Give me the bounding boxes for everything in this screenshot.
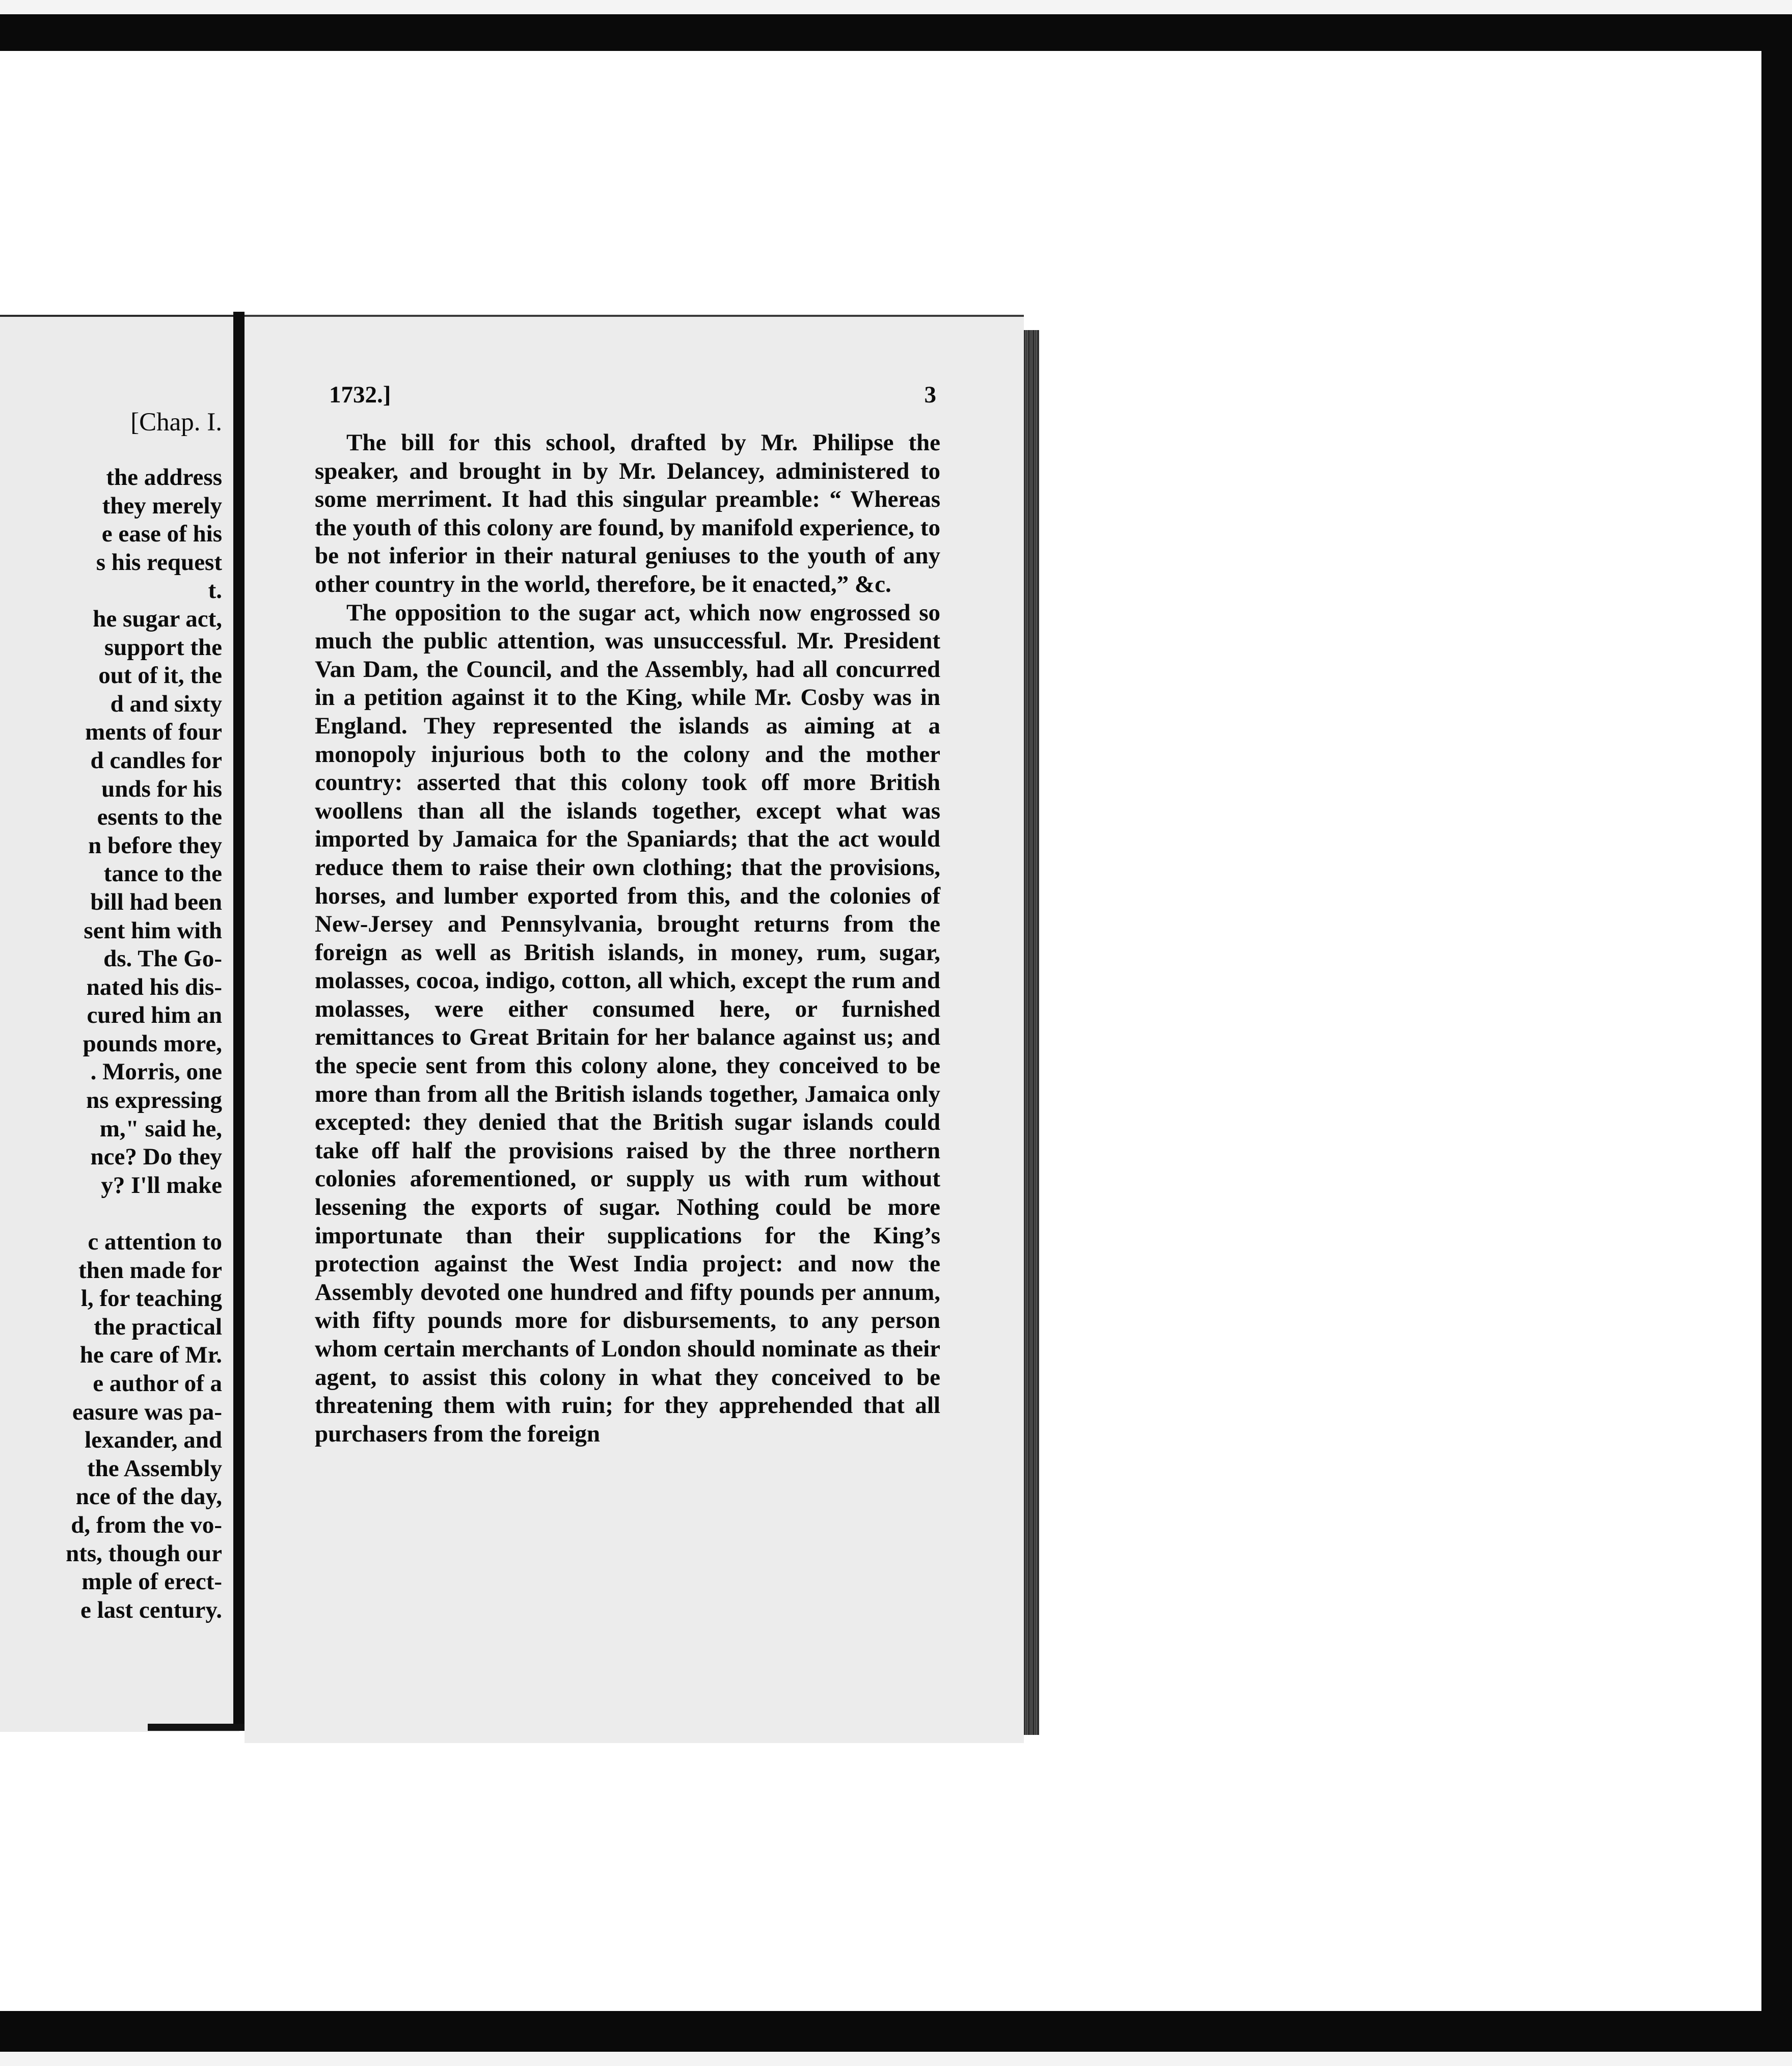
text-line: out of it, the: [98, 662, 222, 689]
text-line: e ease of his: [101, 521, 222, 548]
text-line: e last century.: [80, 1596, 222, 1623]
frame-bottom-bar: [0, 2011, 1792, 2052]
left-page: [0, 315, 239, 1732]
page-header: [329, 381, 936, 417]
text-line: he care of Mr.: [79, 1342, 222, 1369]
text-line: sent him with: [84, 917, 222, 944]
text-line: the Assembly: [87, 1455, 222, 1482]
text-line: lexander, and: [85, 1427, 222, 1454]
text-line: the practical: [94, 1313, 222, 1340]
text-line: c attention to: [88, 1229, 222, 1256]
text-line: . Morris, one: [90, 1058, 222, 1085]
right-page: [245, 315, 1024, 1743]
left-page-text: [66, 464, 222, 1624]
gutter-line: [233, 312, 245, 1728]
text-line: ds. The Go-: [103, 945, 222, 972]
text-line: nts, though our: [66, 1540, 222, 1567]
text-line: nated his dis-: [86, 973, 222, 1000]
text-line: n before they: [88, 832, 222, 859]
text-line: y? I'll make: [101, 1172, 222, 1199]
text-line: ns expressing: [86, 1087, 222, 1114]
text-line: pounds more,: [83, 1030, 222, 1057]
text-line: bill had been: [90, 888, 222, 915]
paragraph: The bill for this school, drafted by Mr. Philipse the speaker, and brought in by Mr. Delancey, administered to some merriment. It had this singular preamble: “ Whereas the youth of this colony are found, by manifold experience, to be not inferior in their natural geniuses to the youth of any other country in the world, therefore, be it enacted,” &c.: [315, 429, 940, 597]
text-line: they merely: [102, 492, 222, 519]
frame-bottom-stripe: [0, 2052, 1792, 2066]
text-line: ments of four: [85, 719, 222, 746]
text-line: cured him an: [87, 1002, 222, 1029]
text-line: [66, 1200, 222, 1228]
text-line: d candles for: [90, 747, 222, 774]
text-line: m," said he,: [99, 1115, 222, 1142]
text-line: t.: [208, 577, 222, 604]
text-line: e author of a: [93, 1370, 222, 1397]
frame-right-bar: [1761, 48, 1792, 2015]
text-line: then made for: [78, 1257, 222, 1284]
paragraph: The opposition to the sugar act, which now engrossed so much the public attention, was unsuccessful. Mr. President Van Dam, the Council, and the Assembly, had all concurred in a petition against it to the King, while Mr. Cosby was in England. They represented the islands as aiming at a monopoly injurious both to the colony and the mother country: asserted that this colony took off more British woollens than all the islands together, except what was imported by Jamaica for the Spaniards; that the act would reduce them to raise their own clothing; that the provisions, horses, and lumber exported from this, and the colonies of New-Jersey and Pennsylvania, brought returns from the foreign as well as British islands, in money, rum, sugar, molasses, cocoa, indigo, cotton, all which, except the rum and molasses, were either consumed here, or furnished remittances to Great Britain for her balance against us; and the specie sent from this colony alone, they conceived to be more than from all the British islands together, Jamaica only excepted: they denied that the British sugar islands could take off half the provisions raised by the three northern colonies aforementioned, or supply us with rum without lessening the exports of sugar. Nothing could be more importunate than their supplications for the King’s protection against the West India project: and now the Assembly devoted one hundred and fifty pounds per annum, with fifty pounds more for disbursements, to any person whom certain merchants of London should nominate as their agent, to assist this colony in what they conceived to be threatening them with ruin; for they apprehended that all purchasers from the foreign: [315, 599, 940, 1447]
text-line: support the: [104, 634, 222, 661]
running-head: [Chap. I.: [130, 408, 222, 437]
text-line: tance to the: [103, 860, 222, 887]
text-line: d and sixty: [110, 690, 222, 717]
text-line: esents to the: [97, 804, 222, 831]
body-text: [315, 429, 940, 1448]
text-line: l, for teaching: [80, 1285, 222, 1312]
text-line: d, from the vo-: [71, 1511, 222, 1538]
header-year: 1732.]: [329, 382, 391, 408]
text-line: nce? Do they: [90, 1144, 222, 1171]
frame-top-stripe: [0, 0, 1792, 14]
text-line: the address: [106, 464, 222, 491]
page-number: 3: [924, 382, 936, 408]
text-line: he sugar act,: [93, 605, 222, 632]
text-line: s his request: [96, 549, 222, 576]
bottom-rule: [148, 1724, 260, 1731]
text-line: mple of erect-: [82, 1568, 222, 1595]
text-line: easure was pa-: [72, 1398, 222, 1425]
frame-top-bar: [0, 14, 1792, 51]
text-line: unds for his: [101, 775, 222, 802]
text-line: nce of the day,: [75, 1483, 222, 1510]
